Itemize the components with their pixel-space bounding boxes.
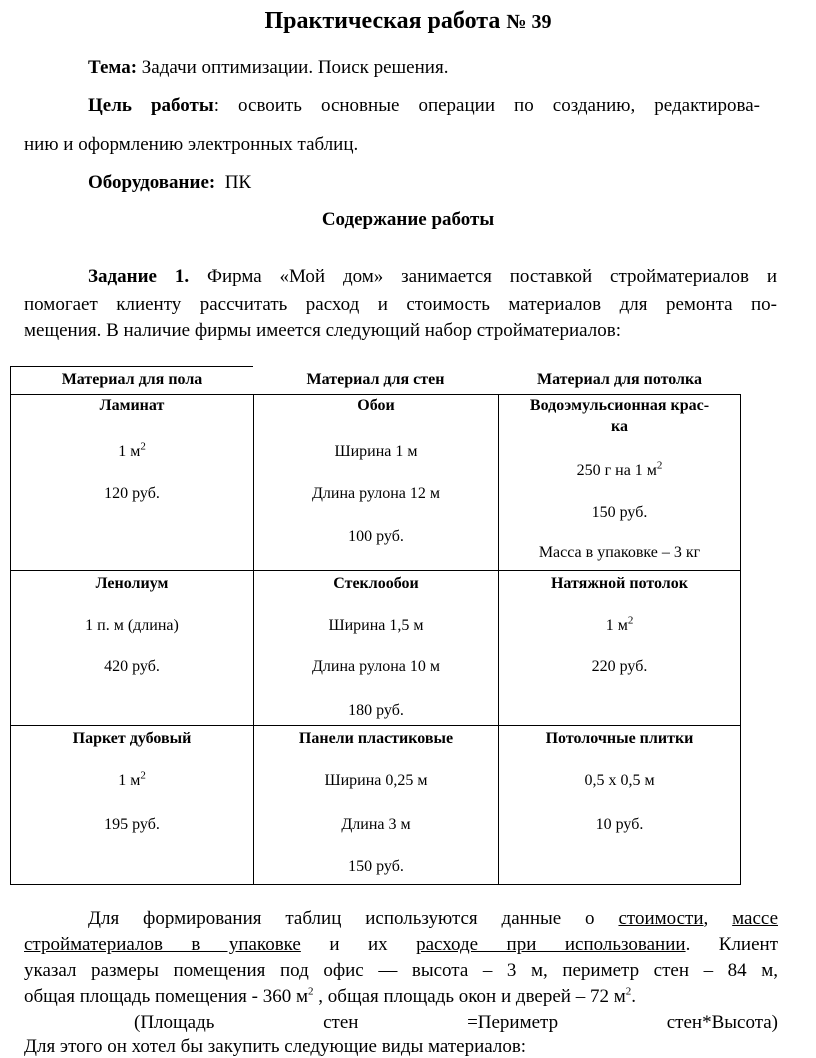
materials-table: [10, 366, 741, 885]
table-cell-linoleum: Ленолиум 1 п. м (длина) 420 руб.: [10, 570, 253, 725]
content-heading: Содержание работы: [321, 209, 495, 230]
bottom-line-4: общая площадь помещения - 360 $м^2$ , общая площадь окон и дверей – 72 $м^2$.: [24, 985, 636, 1007]
task-line-2: помогает клиенту рассчитать расход и стоимость материалов для ремонта по-: [24, 294, 777, 315]
table-cell-parquet: Паркет дубовый 1 $м^2$ 195 руб.: [10, 725, 253, 885]
title-number: № 39: [506, 11, 552, 33]
table-cell-stretch-ceiling: Натяжной потолок 1 $м^2$ 220 руб.: [498, 570, 741, 725]
goal-line-1: [88, 95, 760, 117]
table-cell-fiberglass: Стеклообои Ширина 1,5 м Длина рулона 10 м 180 руб.: [253, 570, 498, 725]
table-cell-laminate: Ламинат 1 $м^2$ 120 руб.: [10, 394, 253, 570]
bottom-line-3: указал размеры помещения под офис — высота – 3 м, периметр стен – 84 м,: [24, 960, 778, 981]
goal-text-1: : освоить основные операции по созданию, редактирова-: [213, 95, 760, 116]
task-line-1: [88, 266, 777, 288]
task-line-3: мещения. В наличие фирмы имеется следующий набор стройматериалов:: [24, 320, 621, 341]
equipment-line: [88, 172, 251, 194]
table-cell-plastic-panels: Панели пластиковые Ширина 0,25 м Длина 3 м 150 руб.: [253, 725, 498, 885]
equipment-text: ПК: [224, 172, 252, 193]
bottom-line-2: стройматериалов в упаковке и их расходе при использовании. Клиент: [24, 934, 779, 955]
title-text: Практическая работа: [264, 8, 507, 34]
table-cell-wallpaper: Обои Ширина 1 м Длина рулона 12 м 100 руб.: [253, 394, 498, 570]
underlined-mass: массе: [732, 908, 779, 929]
header-ceiling: Материал для потолка: [536, 371, 702, 388]
equipment-label: Оборудование:: [88, 172, 216, 193]
goal-line-2: нию и оформлению электронных таблиц.: [24, 134, 359, 155]
topic-line: [88, 57, 448, 79]
topic-text: Задачи оптимизации. Поиск решения.: [141, 57, 449, 78]
table-cell-paint: Водоэмульсионная крас- ка 250 г на 1 $м^2$ 150 руб. Масса в упаковке – 3 кг: [498, 394, 741, 570]
header-walls: Материал для стен: [306, 371, 445, 388]
task-text-1: Фирма «Мой дом» занимается поставкой стройматериалов и: [206, 266, 778, 287]
task-label: Задание 1.: [88, 266, 190, 287]
header-floor: Материал для пола: [10, 366, 253, 394]
bottom-line-5: (Площадь стен =Периметр стен*Высота): [134, 1012, 778, 1033]
underlined-cost: стоимости: [618, 908, 704, 929]
topic-label: Тема:: [88, 57, 138, 78]
table-cell-ceiling-tiles: Потолочные плитки 0,5 х 0,5 м 10 руб.: [498, 725, 741, 885]
bottom-line-1: Для формирования таблиц используются данные о стоимости, массе: [88, 908, 779, 929]
bottom-line-6: Для этого он хотел бы закупить следующие виды материалов:: [24, 1036, 527, 1057]
goal-label: Цель работы: [88, 95, 214, 116]
page-title: [0, 8, 816, 35]
